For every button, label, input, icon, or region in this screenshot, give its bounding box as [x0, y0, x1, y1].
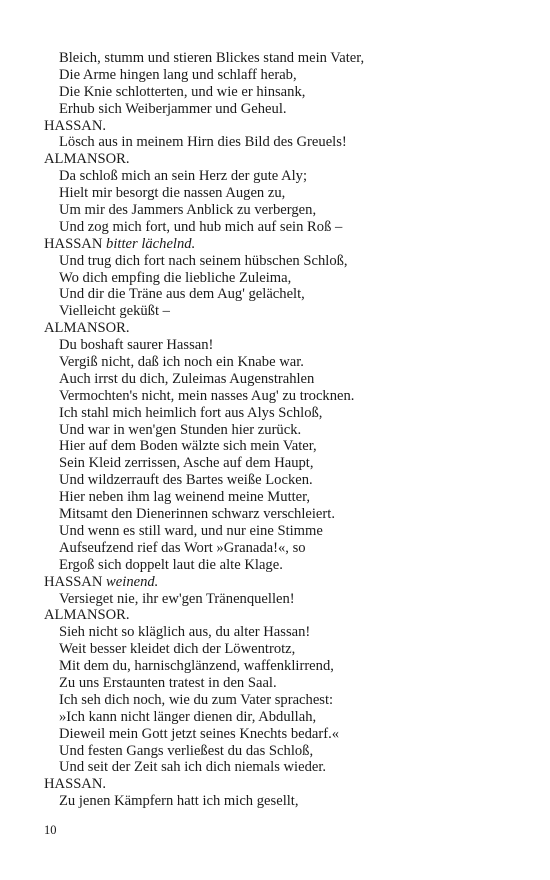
verse-line: [44, 270, 514, 287]
verse-text: Hier auf dem Boden wälzte sich mein Vater,: [59, 438, 317, 455]
speaker-name: ALMANSOR.: [44, 151, 130, 168]
verse-text: Hielt mir besorgt die nassen Augen zu,: [59, 185, 286, 202]
speaker-line: [44, 607, 514, 624]
verse-line: [44, 591, 514, 608]
verse-text: Weit besser kleidet dich der Löwentrotz,: [59, 641, 296, 658]
verse-text: Auch irrst du dich, Zuleimas Augenstrahlen: [59, 370, 315, 387]
verse-line: [44, 422, 514, 439]
verse-text: Da schloß mich an sein Herz der gute Aly;: [59, 168, 308, 185]
speaker-name: ALMANSOR.: [44, 607, 130, 624]
verse-line: [44, 540, 514, 557]
speaker-line: [44, 574, 514, 591]
verse-line: [44, 489, 514, 506]
verse-text: Hier neben ihm lag weinend meine Mutter,: [59, 489, 311, 506]
verse-line: [44, 371, 514, 388]
verse-line: [44, 134, 514, 151]
verse-line: [44, 50, 514, 67]
verse-line: [44, 675, 514, 692]
verse-text: Erhub sich Weiberjammer und Geheul.: [59, 100, 287, 117]
verse-text: Und trug dich fort nach seinem hübschen Schloß,: [59, 252, 348, 269]
verse-line: [44, 658, 514, 675]
speaker-name: HASSAN.: [44, 117, 107, 134]
verse-line: [44, 472, 514, 489]
verse-text: Die Arme hingen lang und schlaff herab,: [59, 66, 297, 83]
verse-line: [44, 455, 514, 472]
verse-text: Vergiß nicht, daß ich noch ein Knabe war.: [59, 354, 304, 371]
verse-text: Ich stahl mich heimlich fort aus Alys Schloß,: [59, 404, 323, 421]
verse-text: Sein Kleid zerrissen, Asche auf dem Haupt,: [59, 455, 314, 472]
verse-text: Dieweil mein Gott jetzt seines Knechts bedarf.«: [59, 725, 340, 742]
verse-line: [44, 793, 514, 810]
speaker-name: HASSAN: [44, 573, 103, 590]
speaker-line: [44, 151, 514, 168]
verse-text: Ich seh dich noch, wie du zum Vater sprachest:: [59, 691, 334, 708]
verse-text: Die Knie schlotterten, und wie er hinsank,: [59, 83, 306, 100]
verse-line: [44, 557, 514, 574]
verse-text: Mit dem du, harnischglänzend, waffenklirrend,: [59, 658, 334, 675]
speaker-line: [44, 118, 514, 135]
verse-text: Um mir des Jammers Anblick zu verbergen,: [59, 202, 317, 219]
verse-line: [44, 168, 514, 185]
verse-line: [44, 303, 514, 320]
verse-line: [44, 405, 514, 422]
verse-line: [44, 67, 514, 84]
verse-text: »Ich kann nicht länger dienen dir, Abdullah,: [59, 708, 317, 725]
play-text: [44, 50, 514, 810]
verse-text: Zu jenen Kämpfern hatt ich mich gesellt,: [59, 793, 299, 810]
verse-text: Wo dich empfing die liebliche Zuleima,: [59, 269, 292, 286]
verse-line: [44, 185, 514, 202]
verse-line: [44, 219, 514, 236]
verse-text: Aufseufzend rief das Wort »Granada!«, so: [59, 539, 306, 556]
verse-text: Sieh nicht so kläglich aus, du alter Hassan!: [59, 624, 311, 641]
verse-text: Zu uns Erstaunten tratest in den Saal.: [59, 674, 277, 691]
verse-line: [44, 84, 514, 101]
verse-line: [44, 759, 514, 776]
verse-text: Und war in wen'gen Stunden hier zurück.: [59, 421, 302, 438]
stage-direction: bitter lächelnd.: [106, 235, 196, 252]
verse-line: [44, 692, 514, 709]
verse-line: [44, 506, 514, 523]
speaker-name: HASSAN.: [44, 776, 107, 793]
verse-text: Mitsamt den Dienerinnen schwarz verschleiert.: [59, 506, 335, 523]
verse-line: [44, 726, 514, 743]
verse-text: Und dir die Träne aus dem Aug' gelächelt,: [59, 286, 305, 303]
verse-text: Lösch aus in meinem Hirn dies Bild des Greuels!: [59, 134, 347, 151]
verse-line: [44, 354, 514, 371]
verse-line: [44, 743, 514, 760]
verse-text: Vielleicht geküßt –: [59, 303, 170, 320]
speaker-line: [44, 236, 514, 253]
verse-text: Versieget nie, ihr ew'gen Tränenquellen!: [59, 590, 295, 607]
verse-text: Und wenn es still ward, und nur eine Stimme: [59, 522, 323, 539]
verse-line: [44, 641, 514, 658]
verse-text: Und festen Gangs verließest du das Schloß,: [59, 742, 314, 759]
verse-line: [44, 253, 514, 270]
verse-line: [44, 286, 514, 303]
speaker-name: ALMANSOR.: [44, 320, 130, 337]
verse-text: Du boshaft saurer Hassan!: [59, 337, 214, 354]
verse-text: Und seit der Zeit sah ich dich niemals wieder.: [59, 759, 327, 776]
stage-direction: weinend.: [106, 573, 159, 590]
verse-line: [44, 709, 514, 726]
verse-line: [44, 388, 514, 405]
speaker-line: [44, 320, 514, 337]
verse-line: [44, 101, 514, 118]
verse-line: [44, 523, 514, 540]
verse-text: Und wildzerrauft des Bartes weiße Locken.: [59, 472, 313, 489]
speaker-line: [44, 776, 514, 793]
page-number: 10: [44, 823, 57, 837]
verse-line: [44, 337, 514, 354]
verse-text: Ergoß sich doppelt laut die alte Klage.: [59, 556, 283, 573]
verse-text: Vermochten's nicht, mein nasses Aug' zu trocknen.: [59, 387, 355, 404]
speaker-name: HASSAN: [44, 235, 103, 252]
verse-text: Und zog mich fort, und hub mich auf sein Roß –: [59, 218, 343, 235]
verse-line: [44, 624, 514, 641]
verse-line: [44, 202, 514, 219]
verse-line: [44, 438, 514, 455]
verse-text: Bleich, stumm und stieren Blickes stand mein Vater,: [59, 50, 365, 66]
